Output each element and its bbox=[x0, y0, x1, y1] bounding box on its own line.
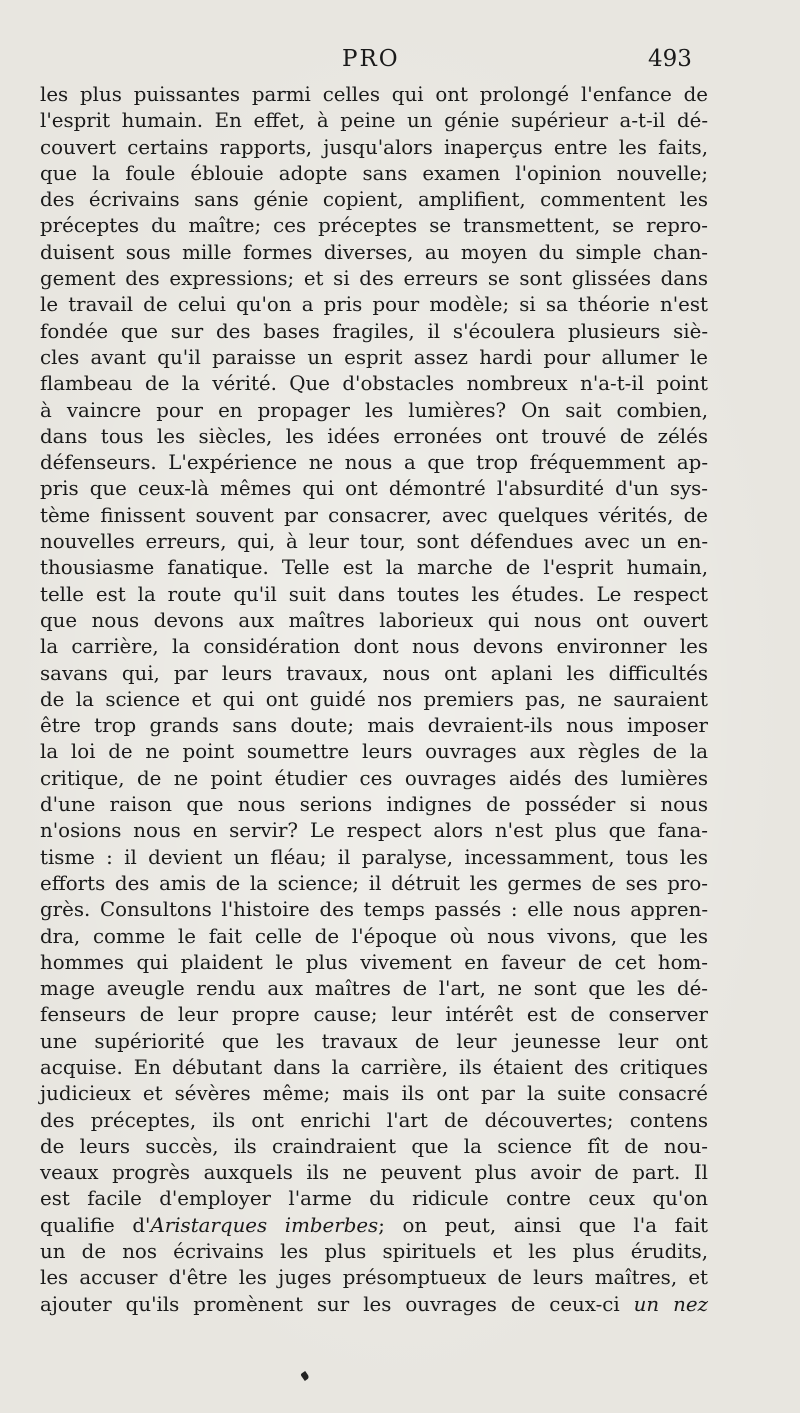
text-line: est facile d'employer l'arme du ridicule contre ceux qu'on bbox=[40, 1187, 708, 1211]
text-line: grès. Consultons l'histoire des temps passés : elle nous appren- bbox=[40, 898, 708, 922]
text-line: la loi de ne point soumettre leurs ouvrages aux règles de la bbox=[40, 740, 708, 764]
text-line: savans qui, par leurs travaux, nous ont aplani les difficultés bbox=[40, 661, 708, 685]
text-line: les plus puissantes parmi celles qui ont prolongé l'enfance de bbox=[40, 83, 708, 106]
text-line: que nous devons aux maîtres laborieux qui nous ont ouvert bbox=[40, 608, 708, 632]
italic-phrase: un nez bbox=[633, 1292, 708, 1316]
italic-phrase: Aristarques imberbes bbox=[150, 1213, 379, 1237]
text-line: efforts des amis de la science; il détruit les germes de ses pro- bbox=[40, 871, 708, 895]
text-line: dra, comme le fait celle de l'époque où nous vivons, que les bbox=[40, 924, 708, 948]
text-fragment: ajouter qu'ils promènent sur les ouvrages de ceux-ci bbox=[40, 1292, 634, 1316]
text-line: la carrière, la considération dont nous devons environner les bbox=[40, 635, 708, 659]
text-line: gement des expressions; et si des erreurs se sont glissées dans bbox=[40, 267, 708, 291]
text-line: les accuser d'être les juges présomptueux de leurs maîtres, et bbox=[40, 1266, 708, 1290]
text-line: de la science et qui ont guidé nos premiers pas, ne sauraient bbox=[40, 687, 708, 711]
text-line: des écrivains sans génie copient, amplifient, commentent les bbox=[40, 188, 708, 212]
text-line: couvert certains rapports, jusqu'alors inaperçus entre les faits, bbox=[40, 135, 708, 159]
text-line: pris que ceux-là mêmes qui ont démontré l'absurdité d'un sys- bbox=[40, 477, 708, 501]
text-line: judicieux et sévères même; mais ils ont par la suite consacré bbox=[40, 1082, 708, 1106]
text-line: acquise. En débutant dans la carrière, ils étaient des critiques bbox=[40, 1055, 708, 1079]
text-line: n'osions nous en servir? Le respect alors n'est plus que fana- bbox=[40, 819, 708, 843]
text-line: critique, de ne point étudier ces ouvrages aidés des lumières bbox=[40, 766, 708, 790]
ink-mark bbox=[300, 1371, 310, 1381]
text-fragment: ; on peut, ainsi que l'a fait bbox=[378, 1213, 708, 1237]
text-line: l'esprit humain. En effet, à peine un génie supérieur a-t-il dé- bbox=[40, 109, 708, 133]
page-number: 493 bbox=[648, 46, 692, 72]
text-line: d'une raison que nous serions indignes de posséder si nous bbox=[40, 793, 708, 817]
text-line: duisent sous mille formes diverses, au moyen du simple chan- bbox=[40, 240, 708, 264]
text-line-with-italic bbox=[40, 1292, 708, 1318]
text-line: être trop grands sans doute; mais devraient-ils nous imposer bbox=[40, 714, 708, 738]
text-line: de leurs succès, ils craindraient que la science fît de nou- bbox=[40, 1134, 708, 1158]
page-header bbox=[0, 46, 800, 76]
text-line: flambeau de la vérité. Que d'obstacles nombreux n'a-t-il point bbox=[40, 372, 708, 396]
text-line: dans tous les siècles, les idées erronées ont trouvé de zélés bbox=[40, 424, 708, 448]
text-line: thousiasme fanatique. Telle est la marche de l'esprit humain, bbox=[40, 556, 708, 580]
text-line: tème finissent souvent par consacrer, avec quelques vérités, de bbox=[40, 503, 708, 527]
text-line: hommes qui plaident le plus vivement en faveur de cet hom- bbox=[40, 950, 708, 974]
text-line: fenseurs de leur propre cause; leur intérêt est de conserver bbox=[40, 1003, 708, 1027]
text-line: veaux progrès auxquels ils ne peuvent plus avoir de part. Il bbox=[40, 1161, 708, 1185]
text-line: un de nos écrivains les plus spirituels et les plus érudits, bbox=[40, 1240, 708, 1264]
text-line: une supériorité que les travaux de leur jeunesse leur ont bbox=[40, 1029, 708, 1053]
text-line: des préceptes, ils ont enrichi l'art de découvertes; contens bbox=[40, 1108, 708, 1132]
text-line: telle est la route qu'il suit dans toutes les études. Le respect bbox=[40, 582, 708, 606]
text-fragment: qualifie d' bbox=[40, 1213, 151, 1237]
text-line: tisme : il devient un fléau; il paralyse, incessamment, tous les bbox=[40, 845, 708, 869]
text-line-with-italic bbox=[40, 1213, 708, 1239]
running-head: PRO bbox=[342, 46, 400, 72]
text-line: défenseurs. L'expérience ne nous a que trop fréquemment ap- bbox=[40, 451, 708, 475]
text-line: nouvelles erreurs, qui, à leur tour, sont défendues avec un en- bbox=[40, 530, 708, 554]
text-line: le travail de celui qu'on a pris pour modèle; si sa théorie n'est bbox=[40, 293, 708, 317]
text-line: mage aveugle rendu aux maîtres de l'art, ne sont que les dé- bbox=[40, 977, 708, 1001]
text-line: à vaincre pour en propager les lumières? On sait combien, bbox=[40, 398, 708, 422]
text-line: fondée que sur des bases fragiles, il s'écoulera plusieurs siè- bbox=[40, 319, 708, 343]
text-line: que la foule éblouie adopte sans examen l'opinion nouvelle; bbox=[40, 161, 708, 185]
text-line: préceptes du maître; ces préceptes se transmettent, se repro- bbox=[40, 214, 708, 238]
body-text bbox=[40, 82, 708, 1318]
text-line: cles avant qu'il paraisse un esprit assez hardi pour allumer le bbox=[40, 345, 708, 369]
